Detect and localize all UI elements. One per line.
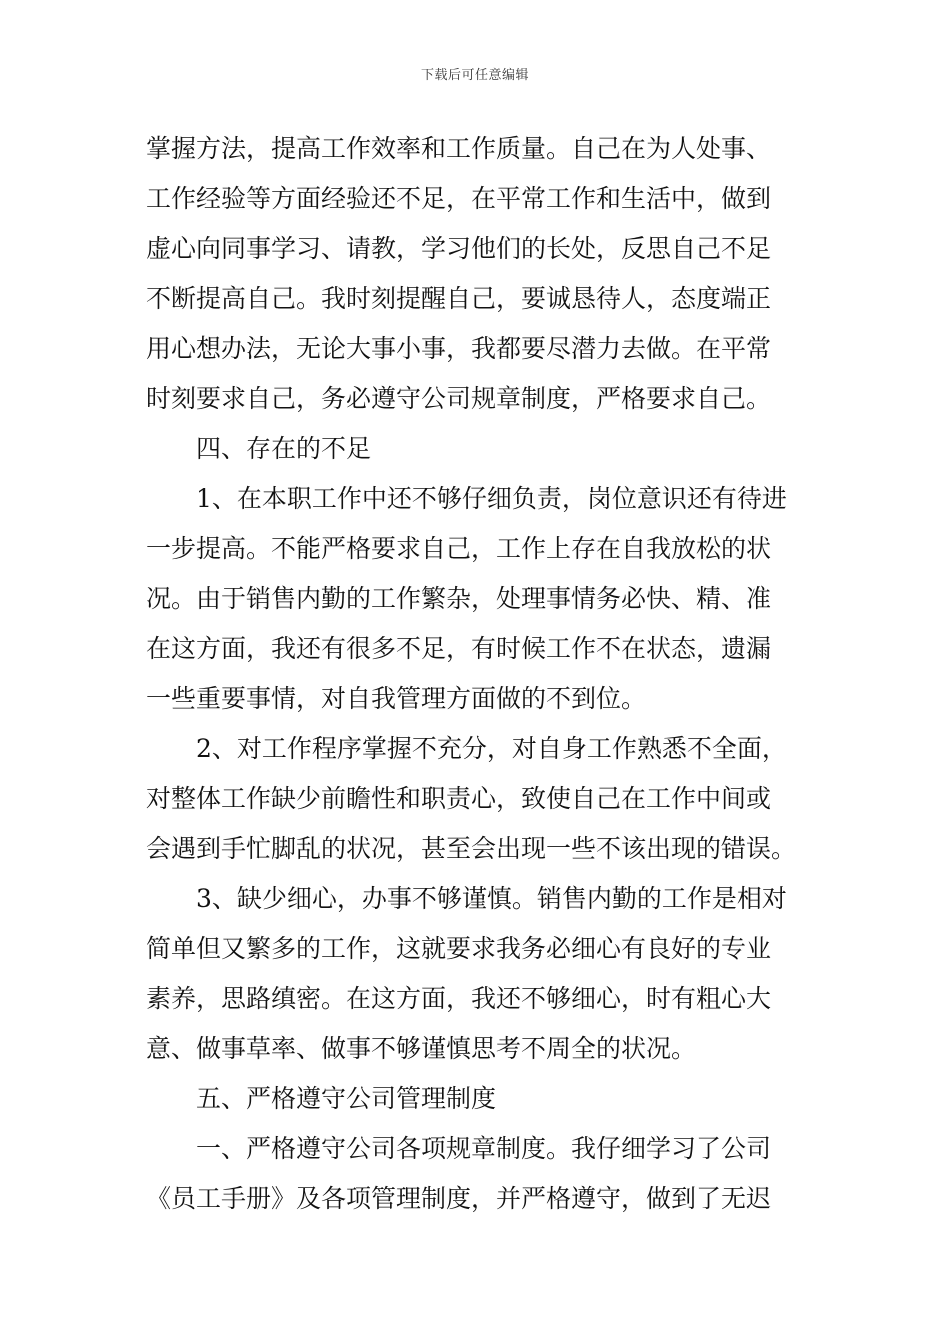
text-line: 一些重要事情，对自我管理方面做的不到位。 (146, 684, 647, 713)
text-line: 简单但又繁多的工作，这就要求我务必细心有良好的专业 (146, 934, 772, 963)
text-line: 2、对工作程序掌握不充分，对自身工作熟悉不全面， (196, 734, 787, 763)
text-line: 在这方面，我还有很多不足，有时候工作不在状态，遗漏 (146, 634, 772, 663)
text-line: 一、严格遵守公司各项规章制度。我仔细学习了公司 (196, 1134, 772, 1163)
text-line: 对整体工作缺少前瞻性和职责心，致使自己在工作中间或 (146, 784, 772, 813)
document-body (146, 124, 806, 1224)
text-line: 一步提高。不能严格要求自己，工作上存在自我放松的状 (146, 534, 772, 563)
text-line: 掌握方法，提高工作效率和工作质量。自己在为人处事、 (146, 134, 772, 163)
page-header: 下载后可任意编辑 (420, 68, 529, 83)
text-line: 3、缺少细心，办事不够谨慎。销售内勤的工作是相对 (196, 884, 787, 913)
text-line: 虚心向同事学习、请教，学习他们的长处，反思自己不足 (146, 234, 772, 263)
text-line: 时刻要求自己，务必遵守公司规章制度，严格要求自己。 (146, 384, 772, 413)
text-line: 1、在本职工作中还不够仔细负责，岗位意识还有待进 (196, 484, 787, 513)
text-line: 素养，思路缜密。在这方面，我还不够细心，时有粗心大 (146, 984, 772, 1013)
text-line: 会遇到手忙脚乱的状况，甚至会出现一些不该出现的错误。 (146, 834, 797, 863)
text-line: 意、做事草率、做事不够谨慎思考不周全的状况。 (146, 1034, 697, 1063)
section-heading: 四、存在的不足 (196, 434, 372, 463)
text-line: 用心想办法，无论大事小事，我都要尽潜力去做。在平常 (146, 334, 772, 363)
text-line: 工作经验等方面经验还不足，在平常工作和生活中，做到 (146, 184, 772, 213)
text-line: 《员工手册》及各项管理制度，并严格遵守，做到了无迟 (146, 1184, 772, 1213)
text-line: 况。由于销售内勤的工作繁杂，处理事情务必快、精、准 (146, 584, 772, 613)
section-heading: 五、严格遵守公司管理制度 (196, 1084, 497, 1113)
text-line: 不断提高自己。我时刻提醒自己，要诚恳待人，态度端正 (146, 284, 772, 313)
